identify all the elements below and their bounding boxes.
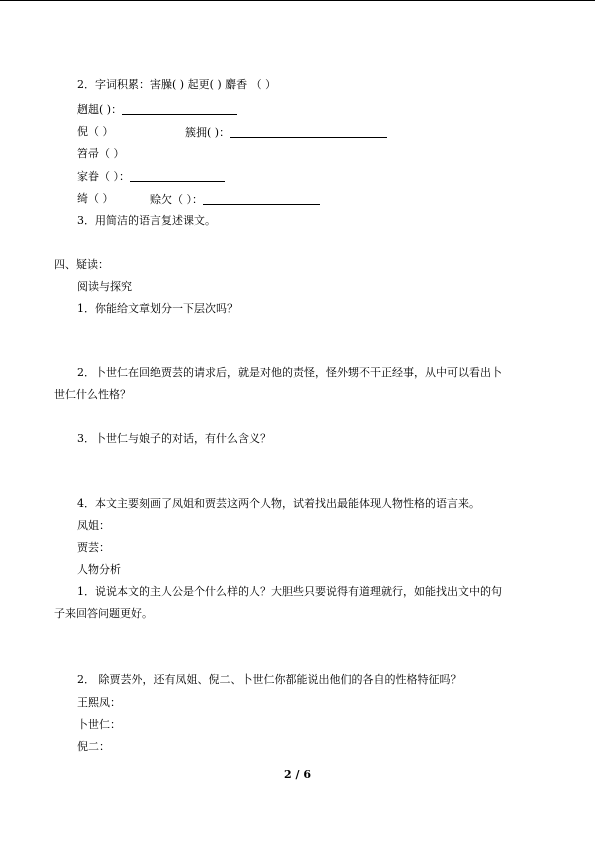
subsection-character-analysis: 人物分析 xyxy=(77,563,121,576)
vocab-item-5b xyxy=(150,193,320,205)
vocab-item-4-label: 家眷（ ）： xyxy=(77,170,130,183)
vocab-item-2-label-a: 倪（ ） xyxy=(77,125,114,138)
answer-blank[interactable] xyxy=(203,193,320,205)
vocab-item-2b xyxy=(185,126,387,138)
question-4: 4．本文主要刻画了凤姐和贾芸这两个人物，试着找出最能体现人物性格的语言来。 xyxy=(77,497,480,510)
analysis-q2: 2． 除贾芸外，还有凤姐、倪二、卜世仁你都能说出他们的各自的性格特征吗？ xyxy=(77,673,462,686)
vocab-item-2 xyxy=(77,126,114,137)
answer-blank[interactable] xyxy=(130,170,225,182)
retell-question: 3．用简洁的语言复述课文。 xyxy=(77,214,216,227)
vocab-item-5-label-a: 绮（ ） xyxy=(77,192,114,205)
analysis-q2-nier: 倪二： xyxy=(77,740,110,753)
vocab-item-5-label-b: 赊欠（ ）： xyxy=(150,193,203,206)
section-4-title: 四、疑读： xyxy=(54,258,109,271)
analysis-q1-line-2: 子来回答问题更好。 xyxy=(54,607,153,620)
answer-blank[interactable] xyxy=(230,126,387,138)
page-number: 2 / 6 xyxy=(284,768,311,781)
question-4-fengjie: 凤姐： xyxy=(77,519,110,532)
question-3: 3．卜世仁与娘子的对话，有什么含义？ xyxy=(77,432,271,445)
analysis-q2-wangxifeng: 王熙凤： xyxy=(77,696,121,709)
vocab-item-4 xyxy=(77,170,225,182)
subsection-reading: 阅读与探究 xyxy=(77,280,132,293)
vocab-item-3: 笤帚（ ） xyxy=(77,147,125,160)
question-1: 1．你能给文章划分一下层次吗？ xyxy=(77,302,238,315)
vocab-item-1-label: 趔趄( )： xyxy=(77,103,123,116)
question-2-line-2: 世仁什么性格？ xyxy=(54,388,131,401)
top-rule xyxy=(0,0,595,1)
answer-blank[interactable] xyxy=(122,103,237,115)
question-4-jiayun: 贾芸： xyxy=(77,541,110,554)
vocab-heading: 2．字词积累：害臊( ) 起更( ) 麝香 （ ） xyxy=(77,78,277,91)
vocab-item-5 xyxy=(77,193,114,204)
question-2-line-1: 2．卜世仁在回绝贾芸的请求后，就是对他的责怪，怪外甥不干正经事，从中可以看出卜 xyxy=(77,366,502,379)
vocab-item-2-label-b: 簇拥( )： xyxy=(185,126,231,139)
vocab-item-1 xyxy=(77,103,237,115)
analysis-q1-line-1: 1．说说本文的主人公是个什么样的人？大胆些只要说得有道理就行，如能找出文中的句 xyxy=(77,585,502,598)
analysis-q2-bushiren: 卜世仁： xyxy=(77,718,121,731)
